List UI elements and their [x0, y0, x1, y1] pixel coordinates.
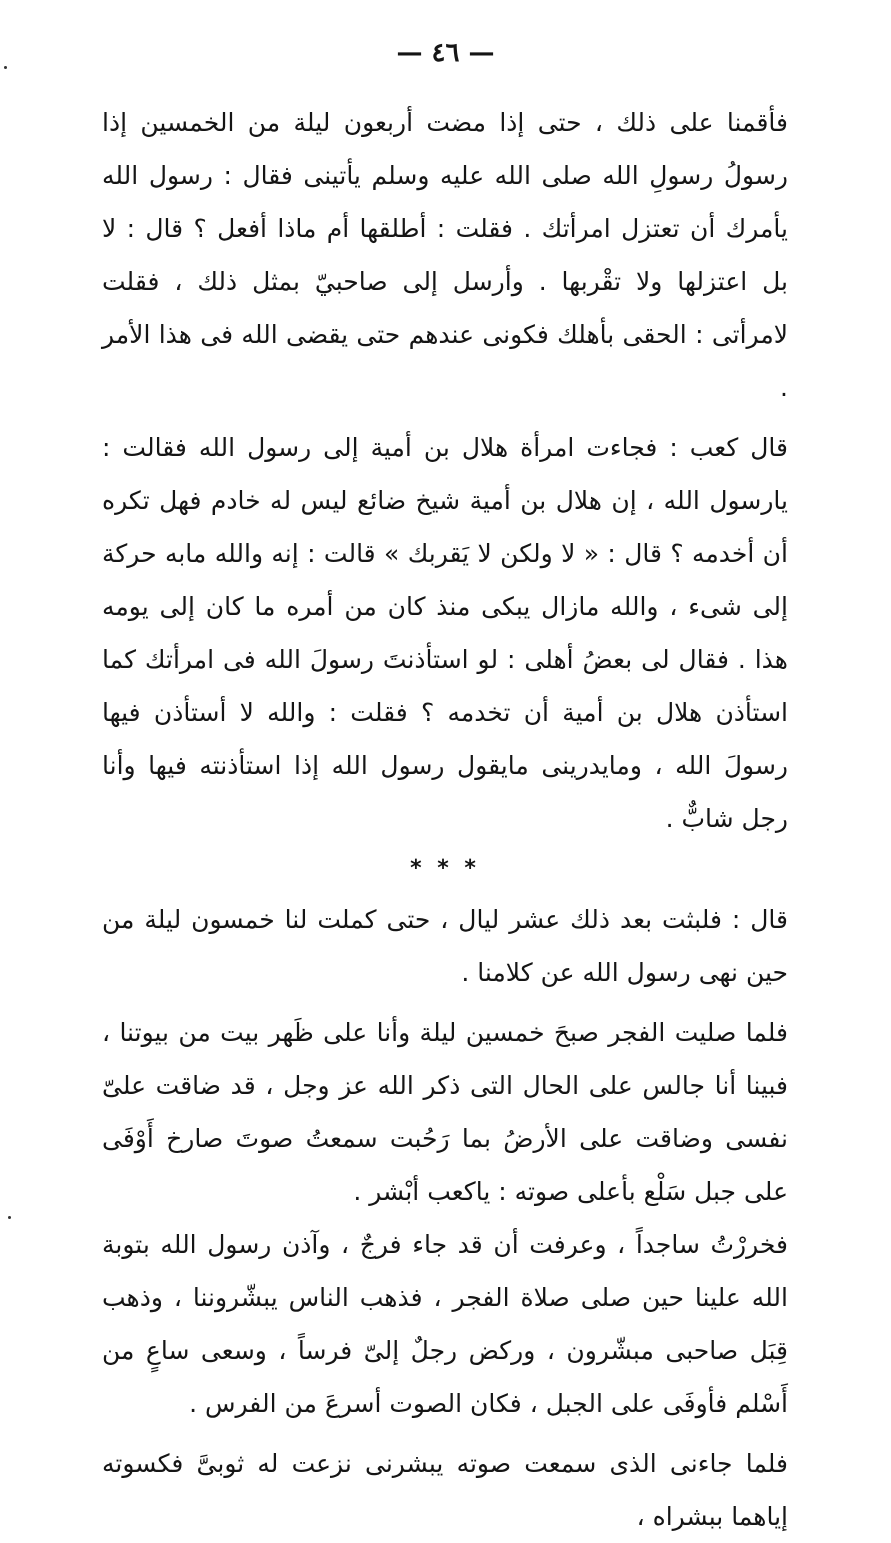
section-separator: * * *: [410, 856, 480, 881]
margin-mark: [4, 66, 7, 69]
paragraph-2: قال كعب : فجاءت امرأة هلال بن أمية إلى رسول الله فقالت : يارسول الله ، إن هلال بن أمية شيخ ضائع ليس له خادم فهل تكره أن أخدمه ؟ قال : « لا ولكن لا يَقربك » قالت : إنه والله مابه حركة إلى شىء ، والله مازال يبكى منذ كان من أمره ما كان إلى يومه هذا . فقال لى بعضُ أهلى : لو استأذنتَ رسولَ الله فى امرأتك كما استأذن هلال بن أمية أن تخدمه ؟ فقلت : والله لا أستأذن فيها رسولَ الله ، ومايدرينى مايقول رسول الله إذا استأذنته فيها وأنا رجل شابٌّ .: [102, 433, 788, 833]
paragraph-3: قال : فلبثت بعد ذلك عشر ليال ، حتى كملت لنا خمسون ليلة من حين نهى رسول الله عن كلامنا .: [102, 905, 788, 987]
body-text: [102, 96, 788, 1543]
paragraph-6: فلما جاءنى الذى سمعت صوته يبشرنى نزعت له ثوبىَّ فكسوته إياهما ببشراه ،: [102, 1449, 788, 1531]
paragraph-1: فأقمنا على ذلك ، حتى إذا مضت أربعون ليلة من الخمسين إذا رسولُ رسولِ الله صلى الله عليه وسلم يأتينى فقال : رسول الله يأمرك أن تعتزل امرأتك . فقلت : أطلقها أم ماذا أفعل ؟ قال : لا بل اعتزلها ولا تقْربها . وأرسل إلى صاحبيّ بمثل ذلك ، فقلت لامرأتى : الحقى بأهلك فكونى عندهم حتى يقضى الله فى هذا الأمر .: [102, 108, 788, 402]
page-number: — ٤٦ —: [396, 38, 495, 68]
margin-mark: [8, 1216, 11, 1219]
paragraph-4: فلما صليت الفجر صبحَ خمسين ليلة وأنا على ظَهر بيت من بيوتنا ، فبينا أنا جالس على الحال التى ذكر الله عز وجل ، قد ضاقت علىّ نفسى وضاقت على الأرضُ بما رَحُبت سمعتُ صوتَ صارخ أَوْفَى على جبل سَلْع بأعلى صوته : ياكعب أبْشر .: [102, 1018, 788, 1206]
paragraph-5: فخررْتُ ساجداً ، وعرفت أن قد جاء فرجٌ ، وآذن رسول الله بتوبة الله علينا حين صلى صلاة الفجر ، فذهب الناس يبشّروننا ، وذهب قِبَل صاحبى مبشّرون ، وركض رجلٌ إلىّ فرساً ، وسعى ساعٍ من أَسْلم فأوفَى على الجبل ، فكان الصوت أسرعَ من الفرس .: [102, 1230, 788, 1418]
